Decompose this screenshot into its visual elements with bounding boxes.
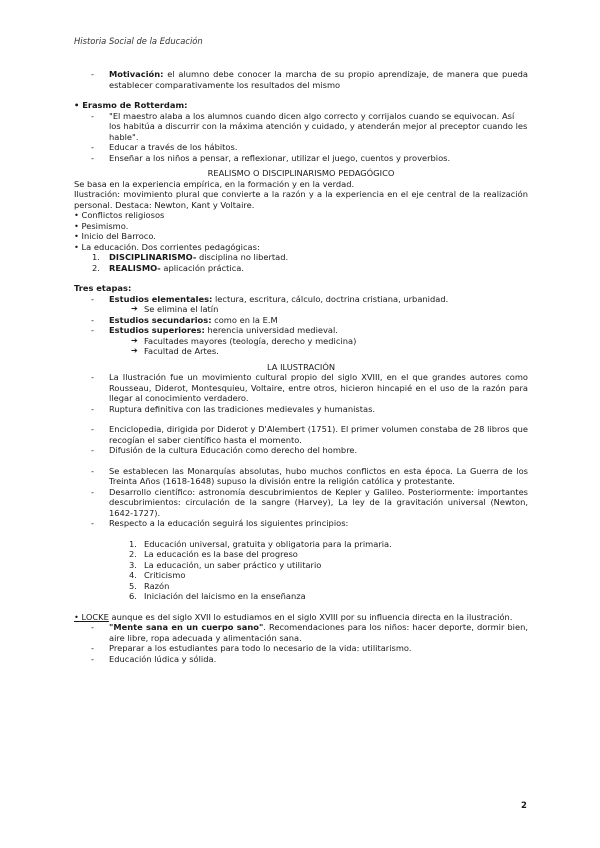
ilustracion-heading: LA ILUSTRACIÓN [266,361,336,372]
realismo-bullet: • Inicio del Barroco. [74,231,156,241]
corriente-item: 1. DISCIPLINARISMO- disciplina no libertad. [92,252,289,262]
etapa-subitem: ➔ Se elimina el latín [131,304,219,314]
principio-item: 6. Iniciación del laicismo en la enseñanza [129,591,306,601]
corriente-item: 2. REALISMO- aplicación práctica. [92,262,244,273]
realismo-bullet: • Conflictos religiosos [74,210,165,220]
locke-intro: • LOCKE aunque es del siglo XVII lo estudiamos en el siglo XVIII por su influencia directa en la ilustración. [74,611,513,622]
realismo-bullet: • La educación. Dos corrientes pedagógicas: [74,241,260,252]
ilustracion-item: - La Ilustración fue un movimiento cultural propio del siglo XVIII, en el que grandes autores como Rousseau, Diderot, Montesquieu, Voltaire, entre otros, hicieron hincapié en el uso de la razón para llegar al conocimiento verdadero. [91,372,528,403]
arrow-icon: ➔ [131,304,138,313]
page-header: Historia Social de la Educación [74,36,203,46]
arrow-icon: ➔ [131,335,138,345]
erasmo-title: • Erasmo de Rotterdam: [74,100,188,110]
page-content [74,69,528,664]
principio-item: 5. Razón [129,580,170,591]
principio-item: 4. Criticismo [129,570,186,580]
realismo-bullet: • Pesimismo. [74,220,129,231]
realismo-heading: REALISMO O DISCIPLINARISMO PEDAGÓGICO [207,168,395,178]
principio-item: 1. Educación universal, gratuita y obligatoria para la primaria. [129,538,392,549]
erasmo-item: - Educar a través de los hábitos. [91,142,238,152]
etapa-item: - Estudios elementales: lectura, escritura, cálculo, doctrina cristiana, urbanidad. [91,293,449,304]
etapa-item: - Estudios superiores: herencia universidad medieval. [91,325,338,335]
locke-item: - Preparar a los estudiantes para todo lo necesario de la vida: utilitarismo. [91,643,412,653]
etapa-subitem: ➔ Facultades mayores (teología, derecho y medicina) [131,335,357,346]
ilustracion-item: - Difusión de la cultura Educación como derecho del hombre. [91,445,358,455]
dash-bullet: - [91,69,94,79]
ilustracion-item: - Ruptura definitiva con las tradiciones medievales y humanistas. [91,403,376,414]
motivacion-item [74,69,528,90]
locke-label: • LOCKE [74,611,109,622]
locke-item: - "Mente sana en un cuerpo sano". Recomendaciones para los niños: hacer deporte, dormir bien, aire libre, ropa adecuada y alimentación sana. [91,622,528,643]
ilustracion-item: - Enciclopedia, dirigida por Diderot y D'Alembert (1751). El primer volumen constaba de 28 libros que recogían el saber científico hasta el momento. [91,424,528,445]
ilustracion-item: - Se establecen las Monarquías absolutas, hubo muchos conflictos en esta época. La Guerra de los Treinta Años (1618-1648) supuso la división entre la religión católica y protestante. [91,465,528,486]
etapa-item: - Estudios secundarios: como en la E.M [91,314,278,325]
realismo-intro: Ilustración: movimiento plural que convierte a la razón y a la experiencia en el eje central de la realización personal. Destaca: Newton, Kant y Voltaire. [74,189,528,210]
motivacion-label: Motivación: [109,69,164,79]
erasmo-item: - Enseñar a los niños a pensar, a reflexionar, utilizar el juego, cuentos y proverbios. [91,152,451,163]
motivacion-text: el alumno debe conocer la marcha de su propio aprendizaje, de manera que pueda establecer comparativamente los resultados del mismo [109,69,528,90]
etapas-title: Tres etapas: [74,283,132,293]
ilustracion-item: - Desarrollo científico: astronomía descubrimientos de Kepler y Galileo. Posteriormente: importantes descubrimientos: circulación de la sangre (Harvey), La ley de la gravitación universal (Newton, 1642-1727). [91,486,528,518]
erasmo-item: - "El maestro alaba a los alumnos cuando dicen algo correcto y corrijalos cuando se equivocan. Así los habitúa a discurrir con la máxima atención y cuidado, y atenderán mejor al preceptor cuando les hable". [91,110,528,142]
principio-item: 3. La educación, un saber práctico y utilitario [129,559,322,570]
page-number: 2 [521,801,527,811]
ilustracion-item: - Respecto a la educación seguirá los siguientes principios: [91,518,349,528]
arrow-icon: ➔ [131,346,138,355]
etapa-subitem: ➔ Facultad de Artes. [131,346,219,356]
realismo-intro: Se basa en la experiencia empírica, en la formación y en la verdad. [74,178,355,189]
locke-item: - Educación lúdica y sólida. [91,653,217,664]
principio-item: 2. La educación es la base del progreso [129,549,298,559]
